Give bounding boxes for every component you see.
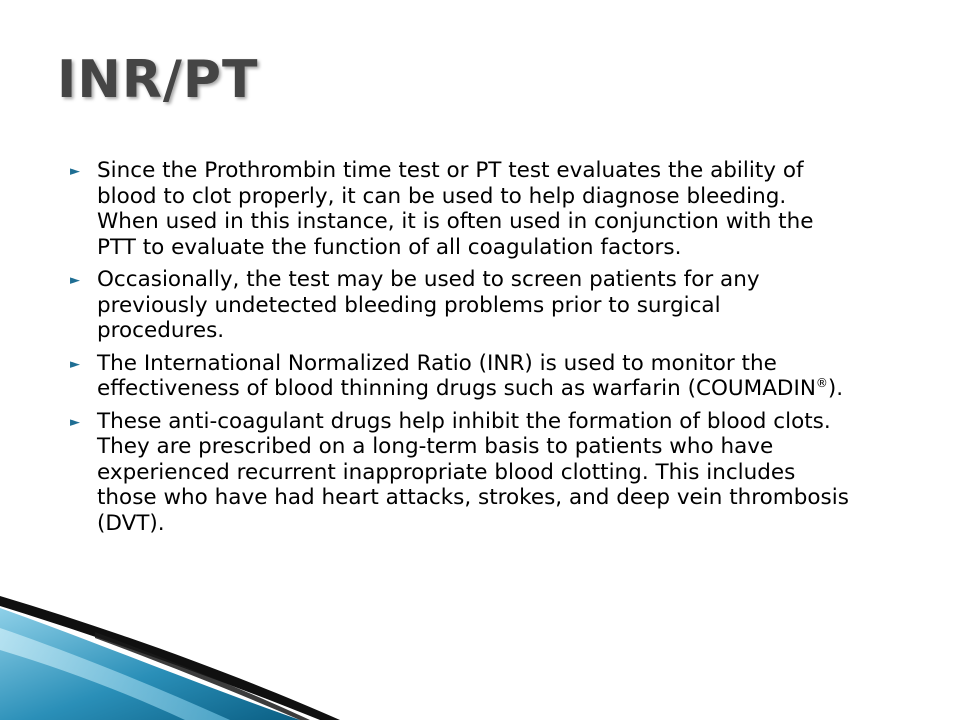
arrow-bullet-icon: ► — [70, 273, 80, 288]
registered-symbol: ® — [815, 375, 828, 390]
bullet-text-suffix: ). — [827, 376, 844, 401]
slide-title: INR/PT — [57, 50, 259, 110]
bullet-text: These anti-coagulant drugs help inhibit the formation of blood clots. They are prescribed on a long-term basis to patients who have experienced recurrent inappropriate blood clotting. This includes those who have had heart attacks, strokes, and deep vein thrombosis (DVT). — [97, 408, 849, 536]
arrow-bullet-icon: ► — [70, 356, 80, 372]
bullet-text: Occasionally, the test may be used to screen patients for any previously undetected bleeding problems prior to surgical procedures. — [97, 267, 760, 343]
arrow-bullet-icon: ► — [70, 414, 80, 430]
bullet-text: Since the Prothrombin time test or PT test evaluates the ability of blood to clot properly, it can be used to help diagnose bleeding. When used in this instance, it is often used in conjunction with the PTT to evaluate the function of all coagulation factors. — [97, 158, 814, 260]
arrow-bullet-icon: ► — [70, 164, 80, 179]
bullet-text: The International Normalized Ratio (INR) is used to monitor the effectiveness of blood thinning drugs such as warfarin (COUMADIN — [97, 350, 816, 401]
